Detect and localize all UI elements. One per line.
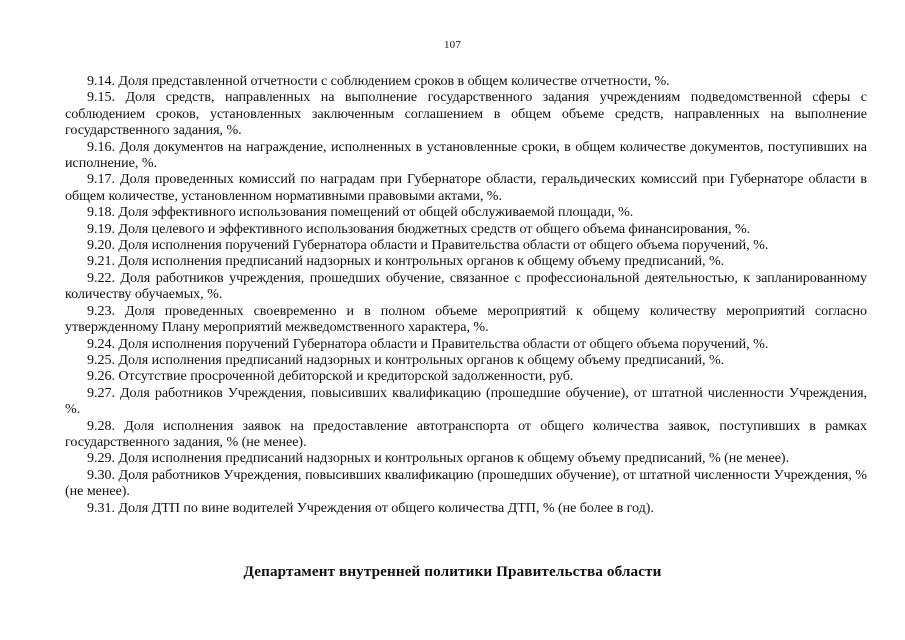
indicator-item: 9.19. Доля целевого и эффективного использования бюджетных средств от общего объема финансирования, %. [87,220,751,237]
indicator-item: 9.28. Доля исполнения заявок на предоставление автотранспорта от общего количества заявок, поступивших в рамках государственного задания, % (не менее). [65,417,867,450]
page-number: 107 [443,39,462,51]
indicator-item: 9.23. Доля проведенных своевременно и в полном объеме мероприятий к общему количеству мероприятий согласно утвержденному Плану мероприятий межведомственного характера, %. [65,302,867,336]
indicator-item: 9.29. Доля исполнения предписаний надзорных и контрольных органов к общему объему предписаний, % (не менее). [87,450,790,467]
indicator-item: 9.22. Доля работников учреждения, прошедших обучение, связанное с профессиональной деятельностью, к запланированному количеству обучаемых, %. [65,269,867,303]
section-heading: Департамент внутренней политики Правительства области [243,563,662,580]
indicator-item: 9.16. Доля документов на награждение, исполненных в установленные сроки, в общем количестве документов, поступивших на исполнение, %. [65,138,867,172]
indicator-item: 9.25. Доля исполнения предписаний надзорных и контрольных органов к общему объему предписаний, %. [87,351,725,368]
indicator-item: 9.27. Доля работников Учреждения, повысивших квалификацию (прошедшие обучение), от штатной численности Учреждения, %. [65,384,867,418]
indicator-item: 9.15. Доля средств, направленных на выполнение государственного задания учреждениям подведомственной сферы с соблюдением сроков, установленных заключенным соглашением в общем объеме средств, направленных на выполнение государственного задания, %. [65,89,867,139]
indicator-item: 9.17. Доля проведенных комиссий по наградам при Губернаторе области, геральдических комиссий при Губернаторе области в общем количестве, установленном нормативными правовыми актами, %. [65,171,867,204]
indicator-list [65,73,867,516]
indicator-item: 9.14. Доля представленной отчетности с соблюдением сроков в общем количестве отчетности, %. [87,73,670,89]
indicator-item: 9.20. Доля исполнения поручений Губернатора области и Правительства области от общего объема поручений, %. [87,237,769,254]
indicator-item: 9.26. Отсутствие просроченной дебиторской и кредиторской задолженности, руб. [87,368,574,385]
indicator-item: 9.21. Доля исполнения предписаний надзорных и контрольных органов к общему объему предписаний, %. [87,253,725,270]
indicator-item: 9.30. Доля работников Учреждения, повысивших квалификацию (прошедших обучение), от штатной численности Учреждения, % (не менее). [65,466,867,500]
indicator-item: 9.18. Доля эффективного использования помещений от общей обслуживаемой площади, %. [87,204,634,221]
indicator-item: 9.24. Доля исполнения поручений Губернатора области и Правительства области от общего объема поручений, %. [87,335,769,352]
indicator-item: 9.31. Доля ДТП по вине водителей Учреждения от общего количества ДТП, % (не более в год). [87,499,654,516]
